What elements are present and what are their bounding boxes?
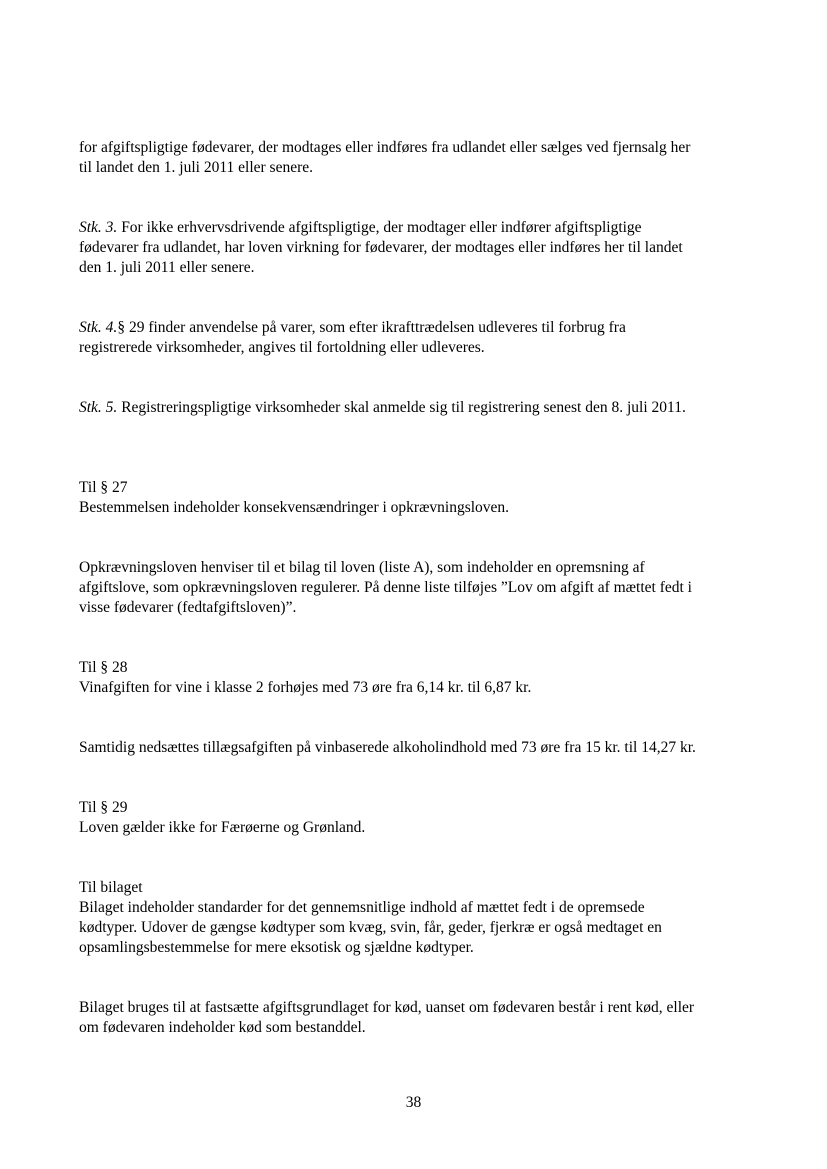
paragraph-text: Registreringspligtige virksomheder skal anmelde sig til registrering senest den 8. juli 2011. — [117, 399, 686, 416]
page-number: 38 — [405, 1094, 422, 1111]
paragraph-opkraevningsloven — [79, 538, 759, 618]
stk-label: Stk. 5. — [79, 399, 118, 416]
paragraph-text: Samtidig nedsættes tillægsafgiften på vinbaserede alkoholindhold med 73 øre fra 15 kr. til 14,27 kr. — [79, 739, 696, 756]
paragraph-stk-3 — [79, 198, 759, 278]
section-til-27 — [79, 458, 759, 518]
section-til-bilaget — [79, 858, 759, 958]
document-page — [79, 118, 759, 1038]
paragraph-tillaegsafgift — [79, 718, 759, 758]
paragraph-text: Til bilaget Bilaget indeholder standarder for det gennemsnitlige indhold af mættet fedt i de opremsede kødtyper. Udover de gængse kødtyper som kvæg, svin, får, geder, fjerkræ er også medtaget en opsamlingsbestemmelse for mere eksotisk og sjældne kødtyper. — [79, 879, 662, 956]
paragraph-text: For ikke erhvervsdrivende afgiftspligtige, der modtager eller indfører afgiftspligtige fødevarer fra udlandet, har loven virkning for fødevarer, der modtages eller indføres her til landet den 1. juli 2011 eller senere. — [79, 219, 683, 276]
paragraph-text: Opkrævningsloven henviser til et bilag til loven (liste A), som indeholder en opremsning af afgiftslove, som opkrævningsloven regulerer. På denne liste tilføjes ”Lov om afgift af mættet fedt i visse fødevarer (fedtafgiftsloven)”. — [79, 559, 692, 616]
paragraph-bilaget-bruges — [79, 978, 759, 1038]
paragraph-text: Til § 28 Vinafgiften for vine i klasse 2 forhøjes med 73 øre fra 6,14 kr. til 6,87 kr. — [79, 659, 532, 696]
stk-label: Stk. 4. — [79, 319, 118, 336]
paragraph-effective-date-continuation — [79, 118, 759, 178]
section-til-29 — [79, 778, 759, 838]
paragraph-stk-4 — [79, 298, 759, 358]
section-til-28 — [79, 638, 759, 698]
paragraph-stk-5 — [79, 378, 759, 418]
paragraph-text: Bilaget bruges til at fastsætte afgiftsgrundlaget for kød, uanset om fødevaren består i rent kød, eller om fødevaren indeholder kød som bestanddel. — [79, 999, 695, 1036]
paragraph-text: § 29 finder anvendelse på varer, som efter ikrafttrædelsen udleveres til forbrug fra registrerede virksomheder, angives til fortoldning eller udleveres. — [79, 319, 626, 356]
paragraph-text: Til § 27 Bestemmelsen indeholder konsekvensændringer i opkrævningsloven. — [79, 479, 510, 516]
stk-label: Stk. 3. — [79, 219, 118, 236]
paragraph-text: Til § 29 Loven gælder ikke for Færøerne og Grønland. — [79, 799, 366, 836]
paragraph-text: for afgiftspligtige fødevarer, der modtages eller indføres fra udlandet eller sælges ved fjernsalg her til landet den 1. juli 2011 eller senere. — [79, 139, 691, 176]
